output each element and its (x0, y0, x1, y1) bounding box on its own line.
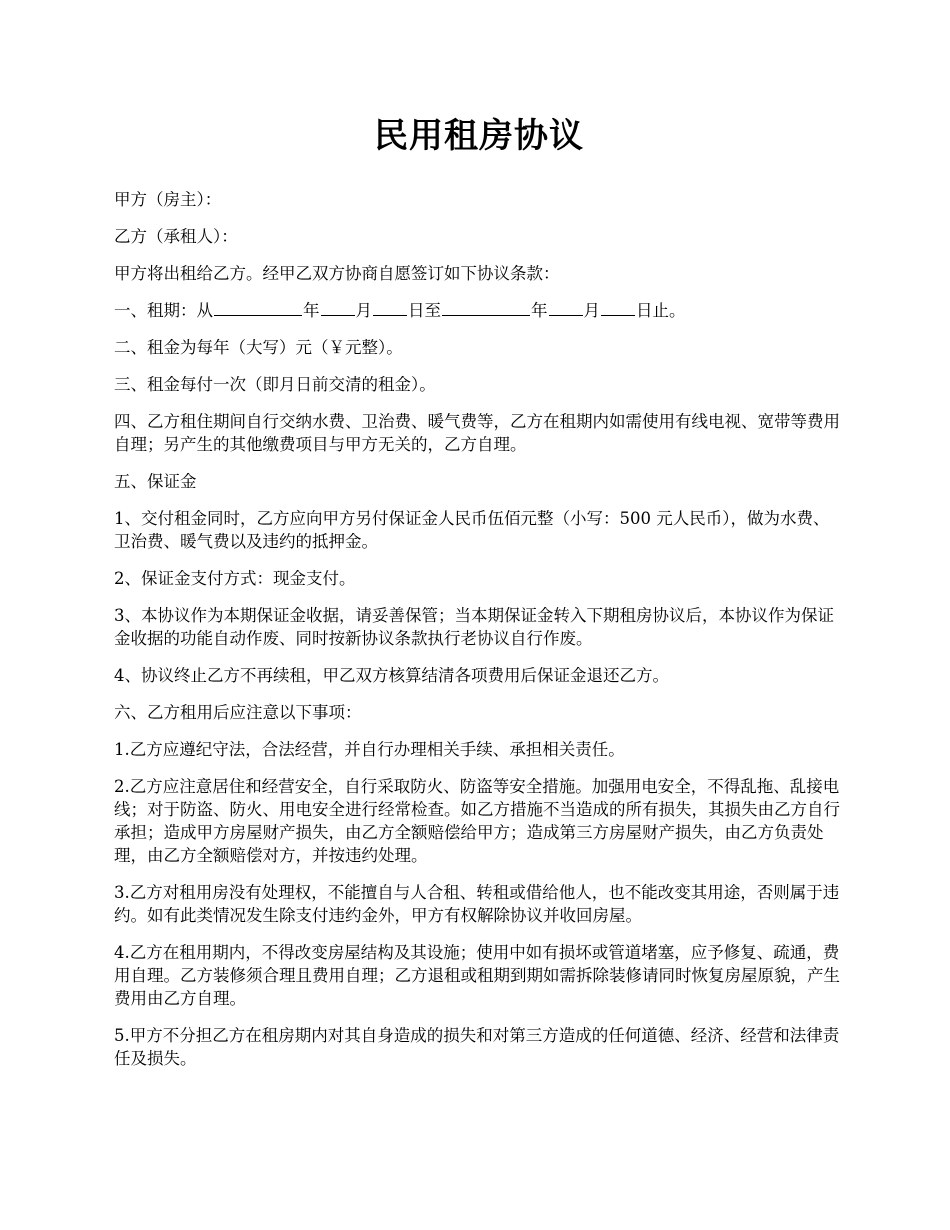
clause-term (114, 299, 844, 322)
blank-year-end (442, 314, 530, 316)
term-year-label-2: 年 (531, 301, 548, 320)
blank-day-start (373, 314, 407, 316)
blank-day-end (601, 314, 635, 316)
term-month-label-2: 月 (583, 301, 600, 320)
blank-year-start (214, 314, 302, 316)
blank-month-end (549, 314, 583, 316)
term-prefix: 一、租期：从 (114, 301, 213, 320)
term-day-label-1: 日至 (408, 301, 441, 320)
clause-notes-heading: 六、乙方租用后应注意以下事项： (114, 703, 362, 722)
clause-rent-payment: 三、租金每付一次（即月日前交清的租金）。 (114, 375, 436, 394)
intro-paragraph: 甲方将出租给乙方。经甲乙双方协商自愿签订如下协议条款： (114, 264, 560, 283)
clause-deposit-heading: 五、保证金 (114, 472, 197, 491)
blank-month-start (321, 314, 355, 316)
deposit-item: 2、保证金支付方式：现金支付。 (114, 569, 356, 588)
document-page (114, 112, 844, 1084)
term-day-label-2: 日止。 (636, 301, 686, 320)
note-item: 4.乙方在租用期内，不得改变房屋结构及其设施；使用中如有损坏或管道堵塞，应予修复、疏通，费用自理。乙方装修须合理且费用自理；乙方退租或租期到期如需拆除装修请同时恢复房屋原貌，产生费用由乙方自理。 (114, 943, 840, 1008)
party-a-line: 甲方（房主）： (114, 190, 222, 209)
deposit-item: 3、本协议作为本期保证金收据，请妥善保管；当本期保证金转入下期租房协议后，本协议作为保证金收据的功能自动作废、同时按新协议条款执行老协议自行作废。 (114, 606, 834, 648)
document-title: 民用租房协议 (374, 116, 584, 156)
note-item: 2.乙方应注意居住和经营安全，自行采取防火、防盗等安全措施。加强用电安全，不得乱拖、乱接电线；对于防盗、防火、用电安全进行经常检查。如乙方措施不当造成的所有损失，其损失由乙方自行承担；造成甲方房屋财产损失，由乙方全额赔偿给甲方；造成第三方房屋财产损失，由乙方负责处理，由乙方全额赔偿对方，并按违约处理。 (114, 777, 840, 865)
term-year-label-1: 年 (303, 301, 320, 320)
term-month-label-1: 月 (355, 301, 372, 320)
deposit-item: 1、交付租金同时，乙方应向甲方另付保证金人民币伍佰元整（小写：500 元人民币），做为水费、卫治费、暖气费以及违约的抵押金。 (114, 509, 830, 551)
note-item: 3.乙方对租用房没有处理权，不能擅自与人合租、转租或借给他人，也不能改变其用途，否则属于违约。如有此类情况发生除支付违约金外，甲方有权解除协议并收回房屋。 (114, 883, 840, 925)
clause-rent-amount: 二、租金为每年（大写）元（￥元整）。 (114, 338, 403, 357)
deposit-item: 4、协议终止乙方不再续租，甲乙双方核算结清各项费用后保证金退还乙方。 (114, 666, 669, 685)
party-b-line: 乙方（承租人）： (114, 227, 238, 246)
note-item: 1.乙方应遵纪守法，合法经营，并自行办理相关手续、承担相关责任。 (114, 740, 625, 759)
clause-utilities: 四、乙方租住期间自行交纳水费、卫治费、暖气费等，乙方在租期内如需使用有线电视、宽带等费用自理；另产生的其他缴费项目与甲方无关的，乙方自理。 (114, 412, 840, 454)
note-item: 5.甲方不分担乙方在租房期内对其自身造成的损失和对第三方造成的任何道德、经济、经营和法律责任及损失。 (114, 1026, 840, 1068)
